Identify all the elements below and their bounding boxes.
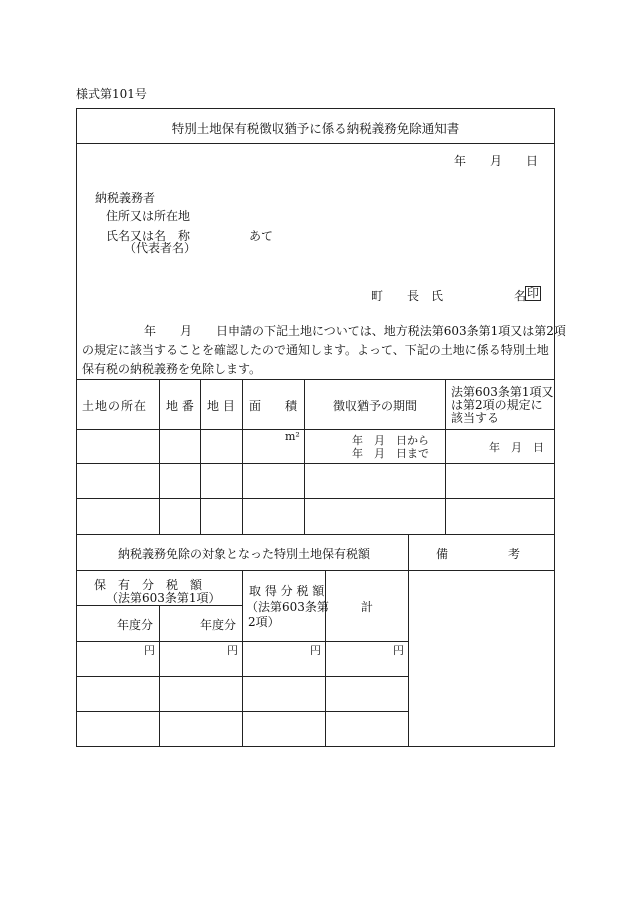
holding-tax-law: （法第603条第1項） <box>106 591 221 605</box>
period-from: 年 月 日から <box>352 434 429 447</box>
rule <box>242 379 243 534</box>
header-area: 面 積 <box>249 399 298 413</box>
remarks-header: 備 考 <box>436 547 521 561</box>
rule <box>159 605 160 747</box>
rule <box>242 570 243 747</box>
header-location: 土地の所在 <box>82 399 148 413</box>
representative-label: （代表者名） <box>124 241 197 255</box>
rule <box>76 463 555 464</box>
yen-unit: 円 <box>227 644 238 657</box>
rule <box>76 143 555 144</box>
area-unit: m² <box>285 430 300 443</box>
rule <box>76 570 555 571</box>
rule <box>76 534 555 535</box>
fiscal-year-2: 年度分 <box>200 618 237 632</box>
acquisition-tax-law-1: （法第603条第 <box>246 600 329 614</box>
header-land-type: 地 目 <box>207 399 235 413</box>
total-label: 計 <box>361 600 374 614</box>
issue-date: 年 月 日 <box>454 154 539 168</box>
rule <box>159 379 160 534</box>
yen-unit: 円 <box>144 644 155 657</box>
rule <box>200 379 201 534</box>
acquisition-tax-law-2: 2項） <box>248 615 280 629</box>
addressee-suffix: あて <box>249 229 274 243</box>
fiscal-year-1: 年度分 <box>117 618 154 632</box>
header-provision-3: 該当する <box>451 411 500 425</box>
provision-date: 年 月 日 <box>489 441 544 454</box>
acquisition-tax-label: 取 得 分 税 額 <box>249 584 325 598</box>
rule <box>76 379 555 380</box>
notice-line-3: 保有税の納税義務を免除します。 <box>82 362 262 376</box>
holding-tax-label: 保 有 分 税 額 <box>94 578 203 592</box>
rule <box>76 429 555 430</box>
rule <box>304 379 305 534</box>
header-lot-number: 地 番 <box>166 399 194 413</box>
name-label: 氏名又は名 称 <box>106 229 191 243</box>
yen-unit: 円 <box>310 644 321 657</box>
seal-mark: 印 <box>527 286 540 300</box>
form-number: 様式第101号 <box>76 87 147 101</box>
exempt-tax-header: 納税義務免除の対象となった特別土地保有税額 <box>118 547 371 561</box>
header-provision-2: は第2項の規定に <box>451 398 543 412</box>
mayor-label: 町 長 氏 <box>371 289 444 303</box>
taxpayer-heading: 納税義務者 <box>95 191 156 205</box>
address-label: 住所又は所在地 <box>106 209 191 223</box>
notice-line-1: 年 月 日申請の下記土地については、地方税法第603条第1項又は第2項 <box>144 324 566 338</box>
notice-line-2: の規定に該当することを確認したので通知します。よって、下記の土地に係る特別土地 <box>82 343 549 357</box>
form-title: 特別土地保有税徴収猶予に係る納税義務免除通知書 <box>171 121 460 136</box>
period-to: 年 月 日まで <box>352 447 429 460</box>
sender-name-char: 名 <box>514 289 527 303</box>
header-provision-1: 法第603条第1項又 <box>451 385 554 399</box>
rule <box>408 534 409 747</box>
rule <box>76 498 555 499</box>
rule <box>445 379 446 534</box>
rule <box>325 570 326 747</box>
header-deferral-period: 徴収猶予の期間 <box>333 399 418 413</box>
yen-unit: 円 <box>393 644 404 657</box>
